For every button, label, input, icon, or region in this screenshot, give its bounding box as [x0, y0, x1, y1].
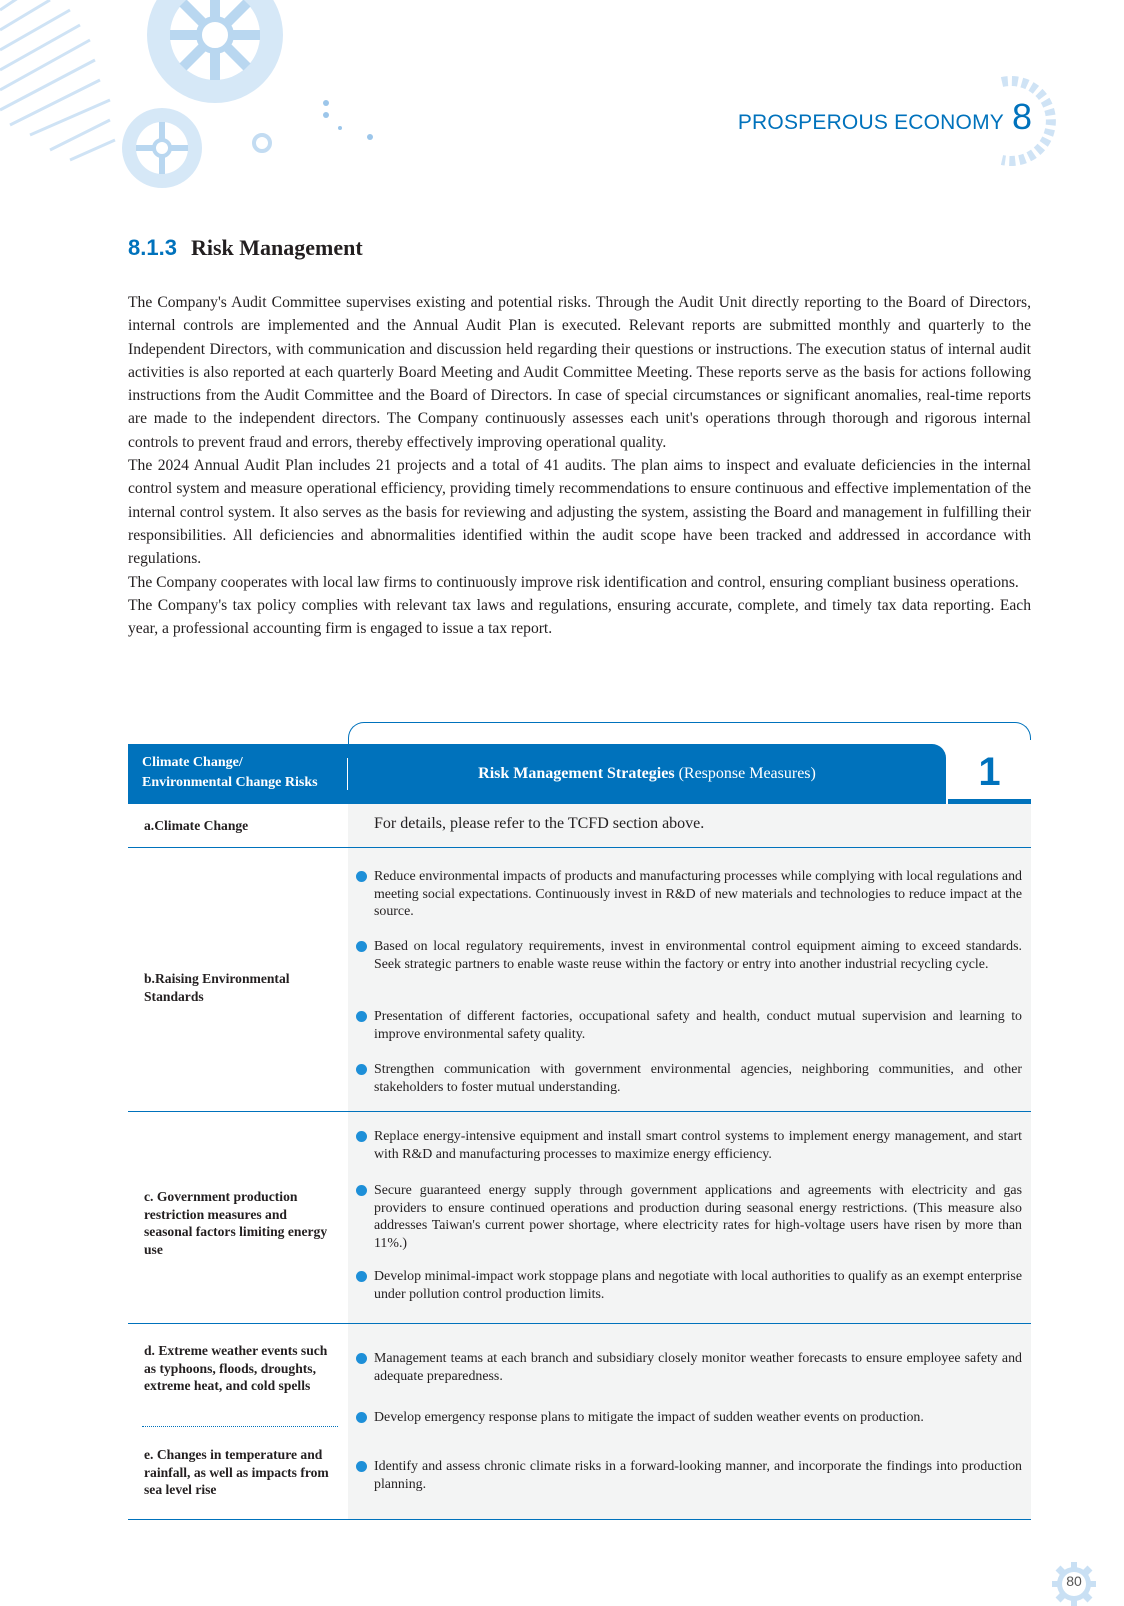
body-text: [128, 291, 1031, 640]
paragraph: The Company's tax policy complies with relevant tax laws and regulations, ensuring accurate, complete, and timely tax data reporting. Each year, a professional accounting firm is engaged to issue a tax report.: [128, 596, 1031, 638]
paragraph: The Company cooperates with local law firms to continuously improve risk identification and control, ensuring compliant business operations.: [128, 573, 1019, 591]
risk-label: e. Changes in temperature and rainfall, as well as impacts from sea level rise: [144, 1447, 329, 1497]
table-row: [128, 1324, 1031, 1520]
header-rest: (Response Measures): [674, 765, 816, 782]
column-header-risks: [128, 744, 348, 804]
column-header-strategies: [348, 744, 946, 804]
chapter-title: PROSPEROUS ECONOMY: [737, 111, 1004, 134]
header-bold: Risk Management Strategies: [478, 765, 675, 782]
bullet-item: Secure guaranteed energy supply through government applications and agreements with electricity and gas providers to ensure continued operations and production during seasonal energy restrictions. (This measure also addresses Taiwan's current power shortage, where electricity rates for high-voltage users have risen by more than 11%.): [356, 1182, 1022, 1252]
risk-label: c. Government production restriction measures and seasonal factors limiting energy use: [144, 1189, 328, 1257]
table-number: 1: [948, 740, 1031, 800]
gear-decoration: [0, 0, 400, 200]
header-line: Environmental Change Risks: [142, 775, 318, 790]
section-number: 8.1.3: [128, 235, 177, 260]
strategy-text: For details, please refer to the TCFD section above.: [374, 815, 705, 832]
table-row: [128, 804, 1031, 848]
page-number: 80: [1066, 1573, 1082, 1589]
paragraph: The Company's Audit Committee supervises existing and potential risks. Through the Audit Unit directly reporting to the Board of Directors, internal controls are implemented and the Annual Audit Plan is executed. Relevant reports are submitted monthly and quarterly to the Independent Directors, with communication and discussion held regarding their questions or instructions. The execution status of internal audit activities is also reported at each quarterly Board Meeting and Audit Committee Meeting. These reports serve as the basis for actions following instructions from the Audit Committee and the Board of Directors. In case of special circumstances or significant anomalies, real-time reports are made to the independent directors. The Company continuously assesses each unit's operations through thorough and rigorous internal controls to prevent fraud and errors, thereby effectively improving operational quality.: [128, 294, 1031, 451]
bullet-item: Based on local regulatory requirements, invest in environmental control equipment aiming to exceed standards. Seek strategic partners to enable waste reuse within the factory or entry into another industrial recycling cycle.: [356, 938, 1022, 973]
bullet-item: Develop minimal-impact work stoppage plans and negotiate with local authorities to qualify as an exempt enterprise under pollution control production limits.: [356, 1268, 1022, 1303]
section-heading: [128, 235, 363, 261]
table-header: [128, 744, 1031, 804]
bullet-item: Reduce environmental impacts of products and manufacturing processes while complying with local regulations and meeting social expectations. Continuously invest in R&D of new materials and technologies to reduce impact at the source.: [356, 868, 1022, 921]
section-title: Risk Management: [190, 235, 363, 260]
bullet-item: Develop emergency response plans to mitigate the impact of sudden weather events on production.: [356, 1409, 1022, 1427]
risk-label: b.Raising Environmental Standards: [144, 971, 290, 1004]
bullet-item: Strengthen communication with government environmental agencies, neighboring communities, and other stakeholders to foster mutual understanding.: [356, 1061, 1022, 1096]
bullet-item: Identify and assess chronic climate risks in a forward-looking manner, and incorporate the findings into production planning.: [356, 1458, 1022, 1493]
paragraph: The 2024 Annual Audit Plan includes 21 projects and a total of 41 audits. The plan aims to inspect and evaluate deficiencies in the internal control system and measure operational efficiency, providing timely recommendations to ensure continuous and effective implementation of the internal control system. It also serves as the basis for reviewing and adjusting the system, assisting the Board and management in fulfilling their responsibilities. All deficiencies and abnormalities identified within the audit scope have been tracked and addressed in accordance with regulations.: [128, 457, 1031, 568]
table-row: [128, 1112, 1031, 1324]
table-row: [128, 848, 1031, 1112]
bullet-item: Management teams at each branch and subsidiary closely monitor weather forecasts to ensure employee safety and adequate preparedness.: [356, 1350, 1022, 1385]
bullet-item: Replace energy-intensive equipment and install smart control systems to implement energy management, and start with R&D and manufacturing processes to maximize energy efficiency.: [356, 1128, 1022, 1163]
chapter-number: 8: [1011, 96, 1032, 137]
bullet-item: Presentation of different factories, occupational safety and health, conduct mutual supervision and learning to improve environmental safety quality.: [356, 1008, 1022, 1043]
risk-label: d. Extreme weather events such as typhoons, floods, droughts, extreme heat, and cold spells: [144, 1343, 328, 1393]
header-line: Climate Change/: [142, 755, 243, 770]
risk-label: a.Climate Change: [144, 818, 249, 833]
row-separator: [142, 1426, 338, 1427]
